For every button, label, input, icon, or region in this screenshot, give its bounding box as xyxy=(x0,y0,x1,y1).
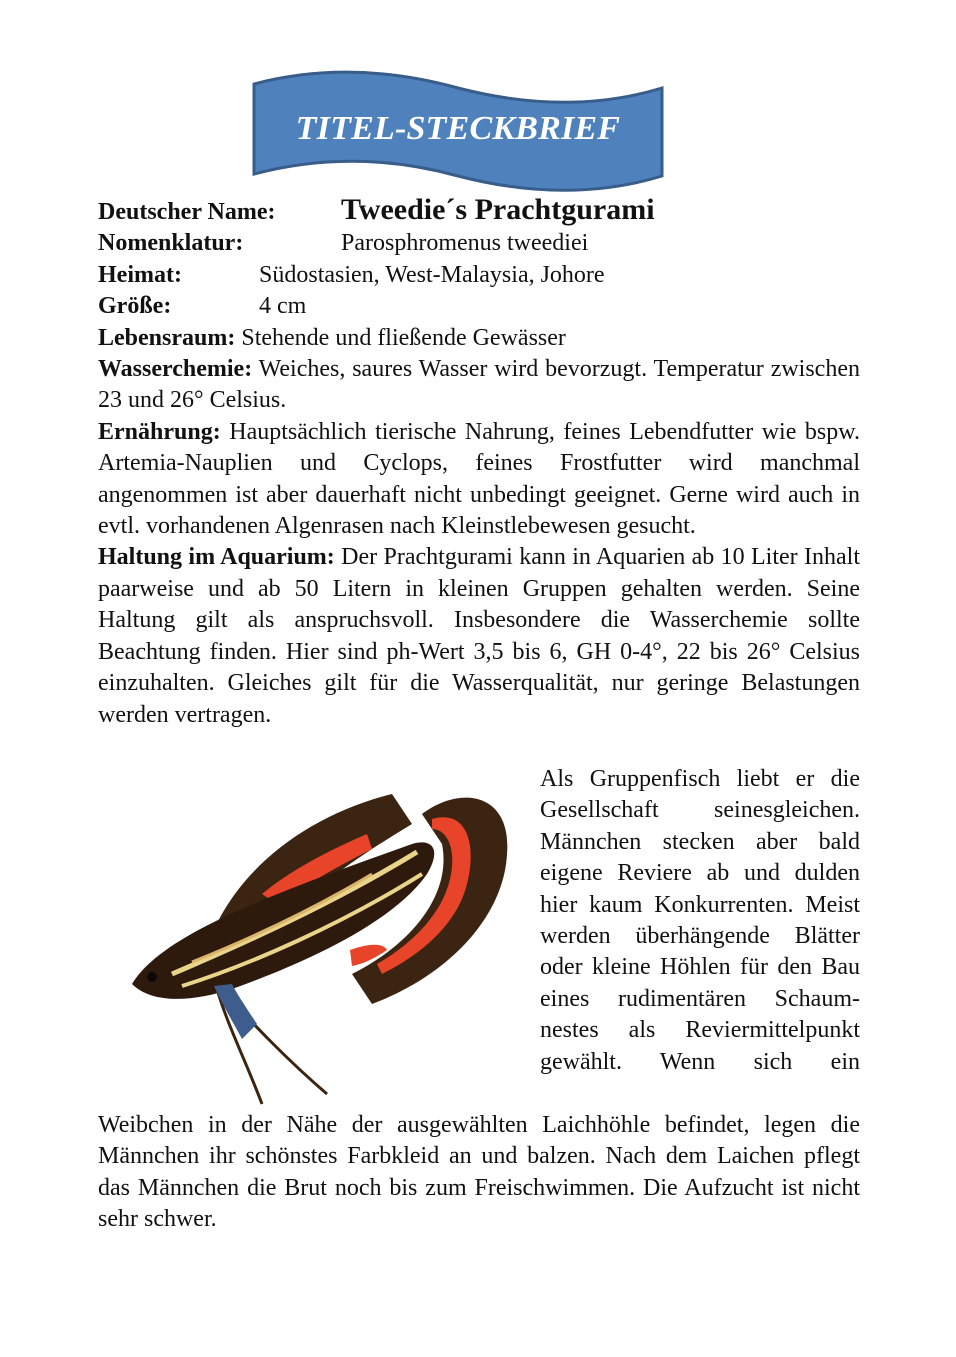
field-value: Südostasien, West-Malaysia, Johore xyxy=(259,261,605,288)
field-lebensraum xyxy=(98,323,860,354)
field-ernaehrung xyxy=(98,417,860,543)
field-label: Deutscher Name: xyxy=(98,199,276,225)
fish-illustration-icon xyxy=(122,774,532,1112)
field-value: Weiches, saures Wasser wird bevorzugt. Temperatur zwischen 23 und 26° Celsius. xyxy=(98,356,860,414)
field-haltung xyxy=(98,542,860,730)
field-label: Haltung im Aquarium: xyxy=(98,544,335,571)
field-label: Ernährung: xyxy=(98,418,221,445)
species-common-name: Tweedie´s Prachtgurami xyxy=(341,193,655,226)
field-heimat xyxy=(98,260,860,291)
field-value: Stehende und fließende Gewässer xyxy=(241,324,566,351)
field-label: Lebensraum: xyxy=(98,324,236,351)
field-value: Der Prachtgurami kann in Aquarien ab 10 Liter Inhalt paarweise und ab 50 Litern in kleinen Gruppen gehalten werden. Seine Haltung gilt als anspruchsvoll. Insbesondere die Wasserchemie sollte Beachtung finden. Hier sind ph-Wert 3,5 bis 6, GH 0-4°, 22 bis 26° Celsius einzuhalten. Gleiches gilt für die Wasserqualität, nur geringe Belastungen werden vertragen. xyxy=(98,544,860,728)
profile-content xyxy=(98,194,860,731)
field-deutscher-name xyxy=(98,194,860,228)
field-label: Nomenklatur: xyxy=(98,230,244,257)
field-wasserchemie xyxy=(98,354,860,417)
field-label: Größe: xyxy=(98,293,172,320)
fish-photo xyxy=(122,774,532,1112)
field-value: Hauptsächlich tierische Nahrung, feines Lebendfutter wie bspw. Artemia-Nauplien und Cyclops, feines Frostfutter wird manchmal angenommen ist aber dauerhaft nicht unbedingt geeignet. Gerne wird auch in evtl. vorhandenen Algenrasen nach Kleinstlebewesen gesucht. xyxy=(98,418,861,540)
banner-title: TITEL-STECKBRIEF xyxy=(295,110,621,147)
field-label: Wasserchemie: xyxy=(98,356,253,383)
title-banner xyxy=(250,70,666,192)
field-groesse xyxy=(98,291,860,322)
field-label: Heimat: xyxy=(98,261,182,288)
field-nomenklatur xyxy=(98,228,860,259)
species-scientific-name: Parosphromenus tweediei xyxy=(341,230,589,257)
side-text-paragraph: Als Gruppenfisch liebt er die Gesellschaft seinesgleichen. Männchen stecken aber bald eigene Reviere ab und dulden hier kaum Konkurrenten. Meist werden überhängende Blätter oder kleine Höhlen für den Bau eines rudimentären Schaum-nestes als Reviermittelpunkt gewählt. Wenn sich ein xyxy=(540,766,860,1075)
bottom-text-paragraph: Weibchen in der Nähe der ausgewählten Laichhöhle befindet, legen die Männchen ihr schönstes Farbkleid an und balzen. Nach dem Laichen pflegt das Männchen die Brut noch bis zum Freischwimmen. Die Aufzucht ist nicht sehr schwer. xyxy=(98,1112,860,1233)
field-value: 4 cm xyxy=(259,293,307,320)
